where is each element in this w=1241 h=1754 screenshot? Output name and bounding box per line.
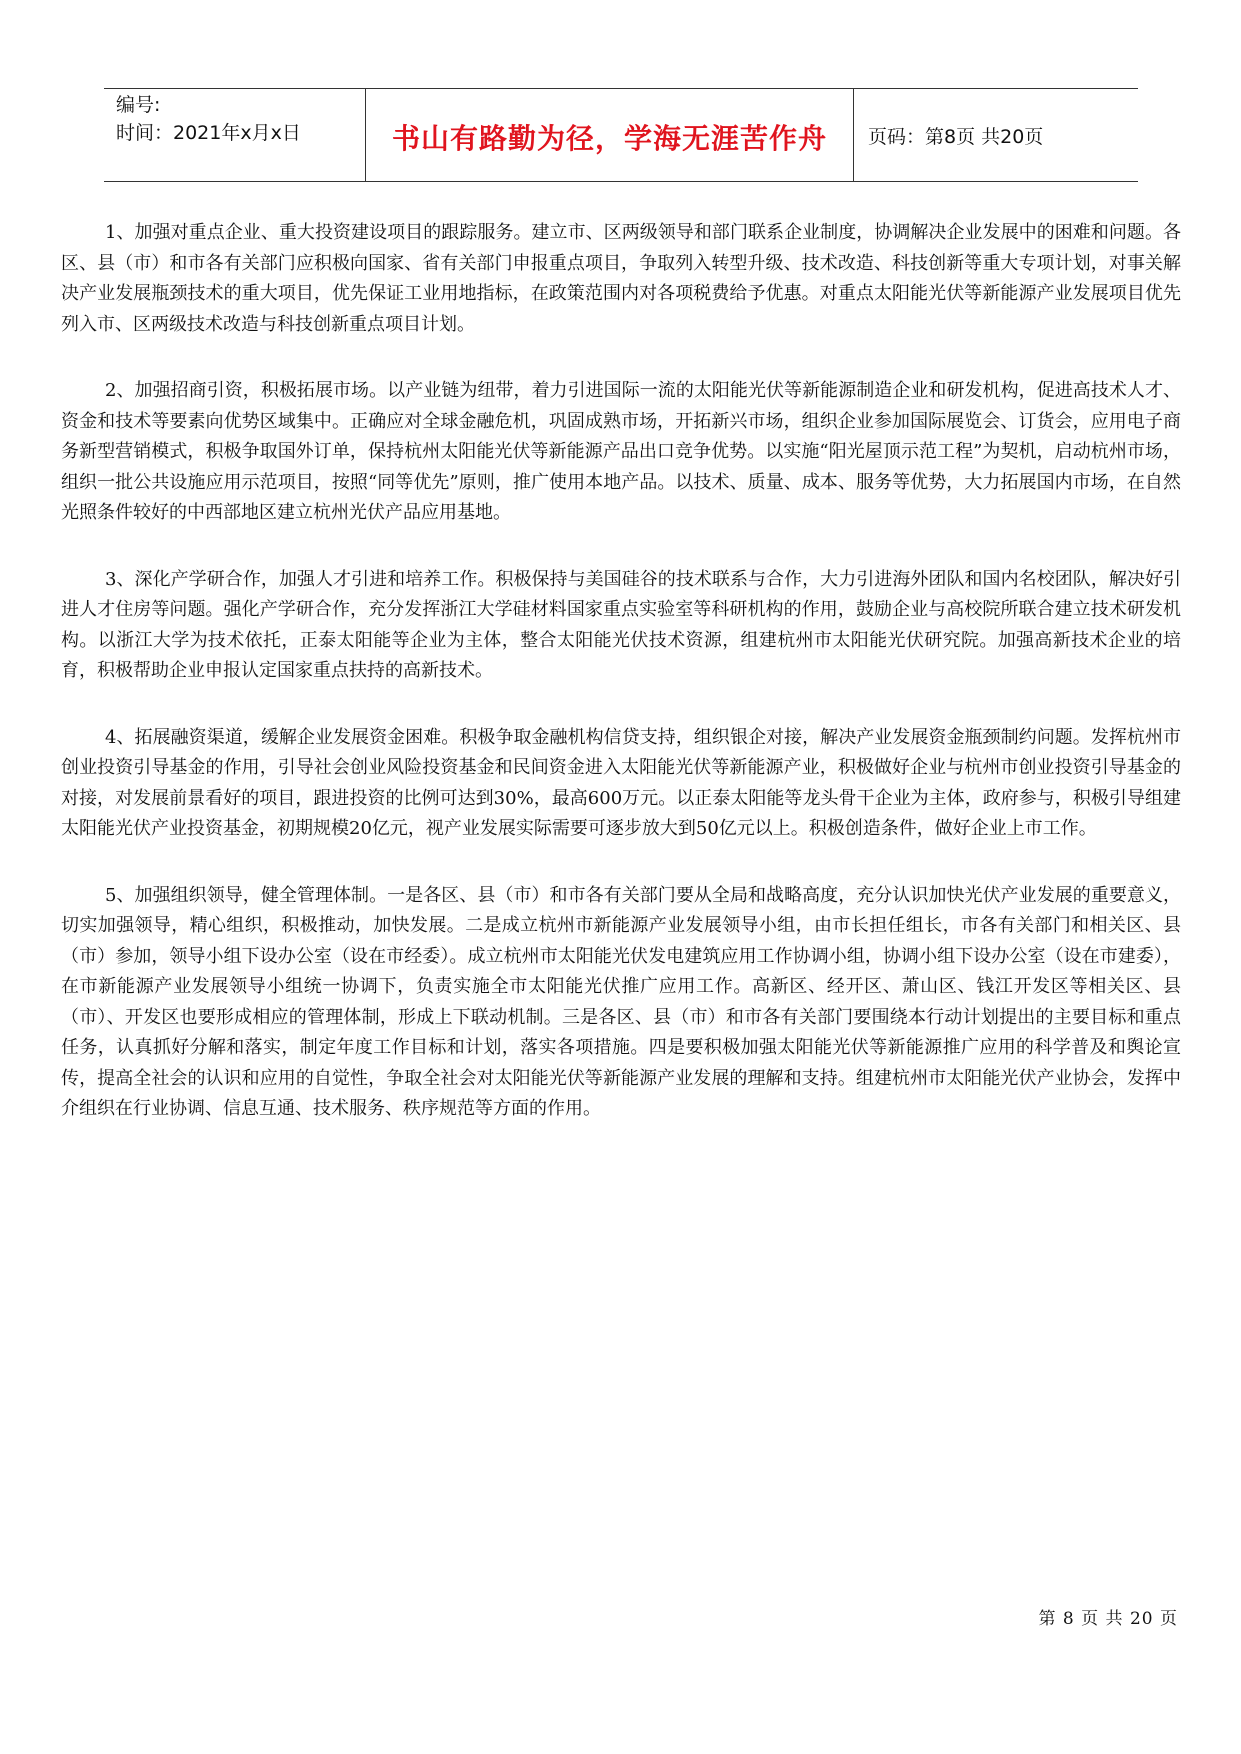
header-page-cell [854, 89, 1138, 181]
document-time-label: 时间：2021年x月x日 [116, 122, 301, 144]
paragraph-1: 1、加强对重点企业、重大投资建设项目的跟踪服务。建立市、区两级领导和部门联系企业制度，协调解决企业发展中的困难和问题。各区、县（市）和市各有关部门应积极向国家、省有关部门申报重点项目，争取列入转型升级、技术改造、科技创新等重大专项计划，对事关解决产业发展瓶颈技术的重大项目，优先保证工业用地指标，在政策范围内对各项税费给予优惠。对重点太阳能光伏等新能源产业发展项目优先列入市、区两级技术改造与科技创新重点项目计划。 [61, 222, 1181, 335]
paragraph-4: 4、拓展融资渠道，缓解企业发展资金困难。积极争取金融机构信贷支持，组织银企对接，解决产业发展资金瓶颈制约问题。发挥杭州市创业投资引导基金的作用，引导社会创业风险投资基金和民间资金进入太阳能光伏等新能源产业，积极做好企业与杭州市创业投资引导基金的对接，对发展前景看好的项目，跟进投资的比例可达到30%，最高600万元。以正泰太阳能等龙头骨干企业为主体，政府参与，积极引导组建太阳能光伏产业投资基金，初期规模20亿元，视产业发展实际需要可逐步放大到50亿元以上。积极创造条件，做好企业上市工作。 [61, 726, 1181, 839]
document-body [61, 218, 1181, 1161]
document-header [104, 88, 1138, 182]
header-motto-cell [366, 89, 854, 181]
document-number-label: 编号: [116, 94, 161, 116]
header-info-cell [104, 89, 366, 181]
paragraph-2: 2、加强招商引资，积极拓展市场。以产业链为纽带，着力引进国际一流的太阳能光伏等新能源制造企业和研发机构，促进高技术人才、资金和技术等要素向优势区域集中。正确应对全球金融危机，巩固成熟市场，开拓新兴市场，组织企业参加国际展览会、订货会，应用电子商务新型营销模式，积极争取国外订单，保持杭州太阳能光伏等新能源产品出口竞争优势。以实施“阳光屋顶示范工程”为契机，启动杭州市场，组织一批公共设施应用示范项目，按照“同等优先”原则，推广使用本地产品。以技术、质量、成本、服务等优势，大力拓展国内市场，在自然光照条件较好的中西部地区建立杭州光伏产品应用基地。 [61, 380, 1181, 523]
header-motto: 书山有路勤为径，学海无涯苦作舟 [391, 122, 827, 155]
header-page-label: 页码：第8页 共20页 [868, 125, 1044, 148]
footer-page-number: 第 8 页 共 20 页 [1038, 1609, 1178, 1629]
paragraph-3: 3、深化产学研合作，加强人才引进和培养工作。积极保持与美国硅谷的技术联系与合作，大力引进海外团队和国内名校团队，解决好引进人才住房等问题。强化产学研合作，充分发挥浙江大学硅材料国家重点实验室等科研机构的作用，鼓励企业与高校院所联合建立技术研发机构。以浙江大学为技术依托，正泰太阳能等企业为主体，整合太阳能光伏技术资源，组建杭州市太阳能光伏研究院。加强高新技术企业的培育，积极帮助企业申报认定国家重点扶持的高新技术。 [61, 568, 1181, 681]
paragraph-5: 5、加强组织领导，健全管理体制。一是各区、县（市）和市各有关部门要从全局和战略高度，充分认识加快光伏产业发展的重要意义，切实加强领导，精心组织，积极推动，加快发展。二是成立杭州市新能源产业发展领导小组，由市长担任组长，市各有关部门和相关区、县（市）参加，领导小组下设办公室（设在市经委）。成立杭州市太阳能光伏发电建筑应用工作协调小组，协调小组下设办公室（设在市建委），在市新能源产业发展领导小组统一协调下，负责实施全市太阳能光伏推广应用工作。高新区、经开区、萧山区、钱江开发区等相关区、县（市）、开发区也要形成相应的管理体制，形成上下联动机制。三是各区、县（市）和市各有关部门要围绕本行动计划提出的主要目标和重点任务，认真抓好分解和落实，制定年度工作目标和计划，落实各项措施。四是要积极加强太阳能光伏等新能源推广应用的科学普及和舆论宣传，提高全社会的认识和应用的自觉性，争取全社会对太阳能光伏等新能源产业发展的理解和支持。组建杭州市太阳能光伏产业协会，发挥中介组织在行业协调、信息互通、技术服务、秩序规范等方面的作用。 [61, 884, 1181, 1119]
